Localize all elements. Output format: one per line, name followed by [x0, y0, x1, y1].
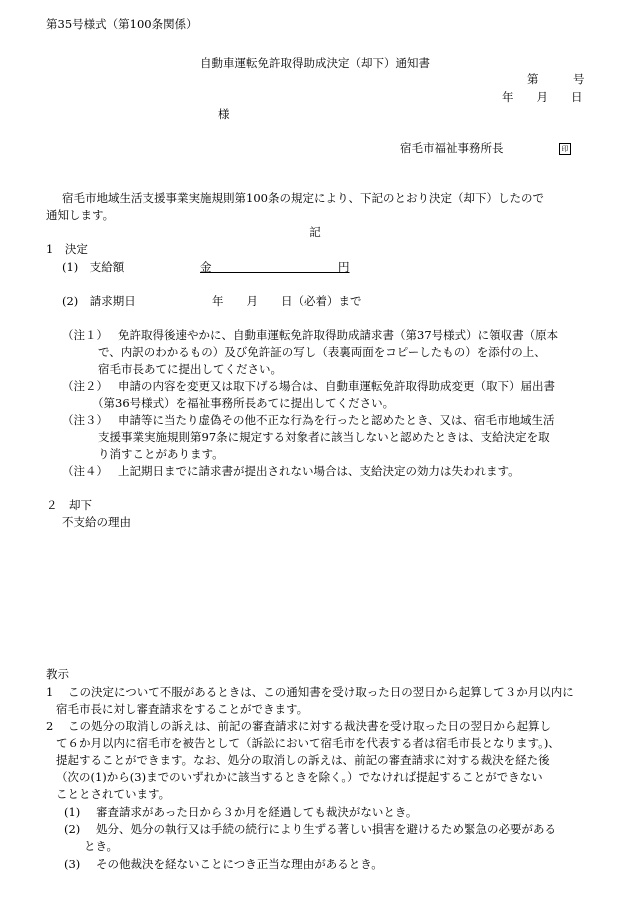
note-4-label: （注４） — [62, 464, 108, 478]
sub-item-1-number: (1) — [64, 805, 81, 819]
issuer-label: 宿毛市福祉事務所長 — [400, 141, 504, 155]
sub-item-2-line2: とき。 — [84, 839, 119, 853]
note-1-label: （注１） — [62, 328, 108, 342]
rejection-heading: ２ 却下 — [46, 498, 92, 512]
note-3-line3: り消すことがあります。 — [98, 447, 224, 461]
form-number: 第35号様式（第100条関係） — [46, 17, 198, 31]
issuer-name — [400, 140, 571, 157]
sub-item-2-number: (2) — [64, 822, 81, 836]
deadline-label: (2) 請求期日 — [62, 294, 136, 308]
document-number: 第 号 — [527, 72, 585, 86]
instruction-2-number: 2 — [46, 719, 54, 733]
instruction-2-line1: この処分の取消しの訴えは、前記の審査請求に対する裁決書を受け取った日の翌日から起算し — [68, 719, 551, 733]
instruction-2-line5: こととされています。 — [56, 787, 171, 801]
instruction-2-line3: 提起することができます。なお、処分の取消しの訴えは、前記の審査請求に対する裁決を経た後 — [56, 753, 550, 767]
rejection-reason-label: 不支給の理由 — [62, 515, 131, 529]
sub-item-2-line1: 処分、処分の執行又は手続の続行により生ずる著しい損害を避けるため緊急の必要がある — [96, 822, 556, 836]
deadline-value: 年 月 日（必着）まで — [212, 294, 362, 308]
addressee-suffix: 様 — [218, 107, 230, 121]
body-text-line2: 通知します。 — [46, 208, 115, 222]
instruction-2-line4: （次の(1)から(3)までのいずれかに該当するときを除く。）でなければ提起することができない — [56, 770, 543, 784]
body-text-line1: 宿毛市地域生活支援事業実施規則第100条の規定により、下記のとおり決定（却下）したので — [62, 191, 544, 205]
note-3-label: （注３） — [62, 413, 108, 427]
note-1-line2: で、内訳のわかるもの）及び免許証の写し（表裏両面をコピーしたもの）を添付の上、 — [98, 345, 546, 359]
amount-value: 金 円 — [200, 260, 350, 274]
note-2-label: （注２） — [62, 379, 108, 393]
document-title: 自動車運転免許取得助成決定（却下）通知書 — [200, 56, 430, 70]
amount-label: (1) 支給額 — [62, 260, 125, 274]
instruction-1-number: 1 — [46, 685, 54, 699]
note-1-line3: 宿毛市長あてに提出してください。 — [98, 362, 282, 376]
seal-icon: 印 — [559, 143, 571, 155]
note-1-line1: 免許取得後速やかに、自動車運転免許取得助成請求書（第37号様式）に領収書（原本 — [118, 328, 559, 342]
sub-item-1-line1: 審査請求があった日から３か月を経過しても裁決がないとき。 — [96, 805, 418, 819]
instruction-1-line1: この決定について不服があるときは、この通知書を受け取った日の翌日から起算して３か月以内に — [68, 685, 574, 699]
instruction-2-line2: て６か月以内に宿毛市を被告として（訴訟において宿毛市を代表する者は宿毛市長となります。)、 — [56, 736, 560, 750]
note-4-line1: 上記期日までに請求書が提出されない場合は、支給決定の効力は失われます。 — [118, 464, 520, 478]
sub-item-3-line1: その他裁決を経ないことにつき正当な理由があるとき。 — [96, 857, 383, 871]
decision-heading: 1 決定 — [46, 242, 88, 256]
instruction-heading: 教示 — [46, 667, 69, 681]
ki-heading: 記 — [309, 225, 321, 239]
note-2-line2: （第36号様式）を福祉事務所長あてに提出してください。 — [92, 396, 395, 410]
note-3-line2: 支援事業実施規則第97条に規定する対象者に該当しないと認めたときは、支給決定を取 — [98, 430, 550, 444]
sub-item-3-number: (3) — [64, 857, 81, 871]
note-3-line1: 申請等に当たり虚偽その他不正な行為を行ったと認めたとき、又は、宿毛市地域生活 — [118, 413, 555, 427]
note-2-line1: 申請の内容を変更又は取下げる場合は、自動車運転免許取得助成変更（取下）届出書 — [118, 379, 555, 393]
instruction-1-line2: 宿毛市長に対し審査請求をすることができます。 — [56, 702, 309, 716]
issue-date: 年 月 日 — [502, 90, 583, 104]
